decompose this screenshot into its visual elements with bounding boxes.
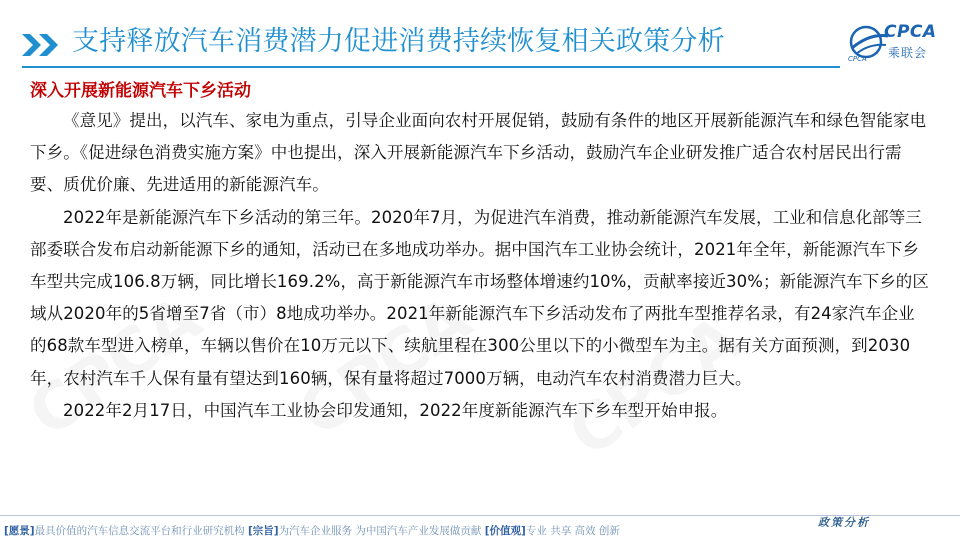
footer-section-label: 政策分析 <box>818 516 870 529</box>
double-chevron-icon <box>22 34 68 56</box>
body-paragraph: 2022年是新能源汽车下乡活动的第三年。2020年7月，为促进汽车消费，推动新能源汽车发展，工业和信息化部等三部委联合发布启动新能源下乡的通知，活动已在多地成功举办。据中国汽车工业协会统计，2021年全年，新能源汽车下乡车型共完成106.8万辆，同比增长169.2%，高于新能源汽车市场整体增速约10%，贡献率接近30%；新能源汽车下乡的区域从2020年的5省增至7省（市）8地成功举办。2021年新能源汽车下乡活动发布了两批车型推荐名录，有24家汽车企业的68款车型进入榜单，车辆以售价在10万元以下、续航里程在300公里以下的小微型车为主。据有关方面预测，到2030年，农村汽车千人保有量有望达到160辆，保有量将超过7000万辆，电动汽车农村消费潜力巨大。 <box>30 207 929 388</box>
slide-header <box>0 0 960 76</box>
slide-body <box>30 78 930 427</box>
body-paragraph: 《意见》提出，以汽车、家电为重点，引导企业面向农村开展促销，鼓励有条件的地区开展新能源汽车和绿色智能家电下乡。《促进绿色消费实施方案》中也提出，深入开展新能源汽车下乡活动，鼓励汽车企业研发推广适合农村居民出行需要、质优价廉、先进适用的新能源汽车。 <box>30 111 927 195</box>
body-paragraph: 2022年2月17日，中国汽车工业协会印发通知，2022年度新能源汽车下乡车型开始申报。 <box>63 400 728 420</box>
footer-vision: 最具价值的汽车信息交流平台和行业研究机构 <box>34 525 245 537</box>
footer-mission-tag: [宗旨] <box>247 525 279 537</box>
footer-mission-statement <box>4 523 620 538</box>
title-underline <box>22 66 840 68</box>
footer-values: 专业 共享 高效 创新 <box>525 525 620 537</box>
logo-wordmark: CPCA <box>884 22 937 42</box>
section-heading: 深入开展新能源汽车下乡活动 <box>30 81 251 101</box>
slide-title: 支持释放汽车消费潜力促进消费持续恢复相关政策分析 <box>72 26 725 57</box>
footer-mission: 为汽车企业服务 为中国汽车产业发展做贡献 <box>278 525 482 537</box>
footer-vision-tag: [愿景] <box>4 525 35 537</box>
logo-small-mark: CPCA <box>848 55 867 63</box>
footer-divider <box>0 515 960 516</box>
logo-chinese-name: 乘联会 <box>888 46 928 60</box>
footer-values-tag: [价值观] <box>484 525 526 537</box>
